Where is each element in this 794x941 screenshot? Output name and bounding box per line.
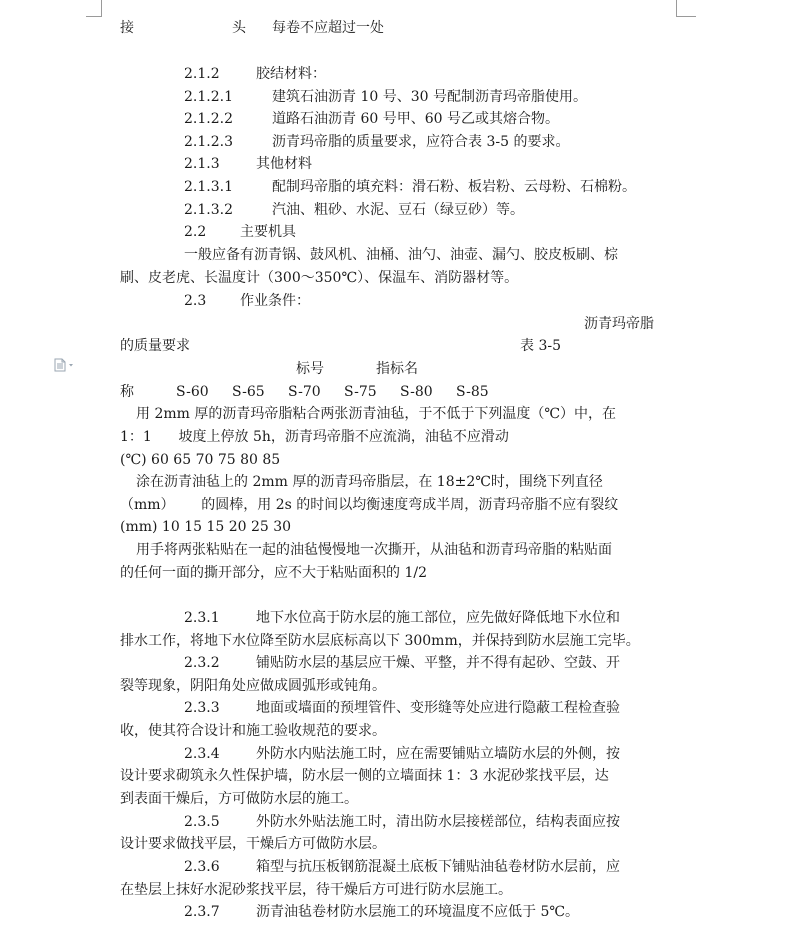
clause-number: 2.1.3.1	[184, 179, 233, 195]
clause-number: 2.1.2.3	[184, 134, 233, 150]
clause-number: 2.3.1	[184, 610, 220, 626]
clause-text: 地面或墙面的预埋管件、变形缝等处应进行隐蔽工程检查验	[256, 700, 620, 716]
crop-mark	[676, 16, 696, 17]
crop-mark	[676, 0, 677, 16]
clause-number: 2.1.3.2	[184, 202, 233, 218]
clause-number: 2.3.4	[184, 746, 220, 762]
clause-text: 箱型与抗压板钢筋混凝土底板下铺贴油毡卷材防水层前，应	[256, 859, 620, 875]
clause-number: 2.3.2	[184, 655, 220, 671]
clause-text: 道路石油沥青 60 号甲、60 号乙或其熔合物。	[272, 111, 559, 127]
clause-text: 汽油、粗砂、水泥、豆石（绿豆砂）等。	[272, 202, 524, 218]
table-title: 的质量要求	[120, 338, 190, 354]
table-cell-text: (mm) 10 15 15 20 25 30	[120, 519, 292, 535]
table-cell-text: （mm） 的圆棒，用 2s 的时间以均衡速度弯成半周，沥青玛帝脂不应有裂纹	[120, 497, 619, 513]
clause-text: 外防水外贴法施工时，清出防水层接槎部位，结构表面应按	[256, 814, 620, 830]
clause-text: 裂等现象，阴阳角处应做成圆弧形或钝角。	[120, 678, 386, 694]
table-cell-text: 涂在沥青油毡上的 2mm 厚的沥青玛帝脂层，在 18±2℃时，围绕下列直径	[136, 474, 603, 490]
table-grade: S-80	[400, 384, 433, 400]
clause-text: 铺贴防水层的基层应干燥、平整，并不得有起砂、空鼓、开	[256, 655, 620, 671]
section-heading: 主要机具	[240, 224, 296, 240]
table-grade: S-70	[288, 384, 321, 400]
clause-text: 到表面干燥后，方可做防水层的施工。	[120, 791, 358, 807]
section-heading: 作业条件：	[240, 293, 310, 309]
clause-text: 设计要求砌筑永久性保护墙，防水层一侧的立墙面抹 1：3 水泥砂浆找平层，达	[120, 768, 609, 784]
clause-text: 建筑石油沥青 10 号、30 号配制沥青玛帝脂使用。	[272, 89, 587, 105]
header-joint: 接	[120, 20, 134, 36]
crop-mark	[101, 0, 102, 16]
section-number: 2.2	[184, 224, 207, 240]
document-icon[interactable]	[54, 358, 76, 372]
table-grade: S-75	[344, 384, 377, 400]
section-number: 2.3	[184, 293, 207, 309]
header-rule: 每卷不应超过一处	[272, 20, 384, 36]
table-cell-text: 用手将两张粘贴在一起的油毡慢慢地一次撕开，从油毡和沥青玛帝脂的粘贴面	[136, 542, 612, 558]
header-head: 头	[232, 20, 246, 36]
clause-text: 配制玛帝脂的填充料：滑石粉、板岩粉、云母粉、石棉粉。	[272, 179, 636, 195]
clause-text: 沥青油毡卷材防水层施工的环境温度不应低于 5℃。	[256, 904, 580, 920]
table-title: 沥青玛帝脂	[584, 316, 654, 332]
table-cell-text: 1：1 坡度上停放 5h，沥青玛帝脂不应流淌，油毡不应滑动	[120, 429, 509, 445]
clause-number: 2.1.2.1	[184, 89, 233, 105]
crop-mark	[86, 16, 102, 17]
table-grade: S-60	[176, 384, 209, 400]
table-header: 指标名	[376, 361, 418, 377]
table-number: 表 3-5	[520, 338, 561, 354]
clause-number: 2.3.7	[184, 904, 220, 920]
clause-text: 外防水内贴法施工时，应在需要铺贴立墙防水层的外侧，按	[256, 746, 620, 762]
table-header: 标号	[296, 361, 324, 377]
clause-text: 设计要求做找平层，干燥后方可做防水层。	[120, 836, 386, 852]
body-text: 刷、皮老虎、长温度计（300～350℃）、保温车、消防器材等。	[120, 270, 519, 286]
section-heading: 其他材料	[256, 156, 312, 172]
table-grade: S-65	[232, 384, 265, 400]
section-number: 2.1.3	[184, 156, 220, 172]
clause-number: 2.1.2.2	[184, 111, 233, 127]
table-header: 称	[120, 384, 134, 400]
table-cell-text: 用 2mm 厚的沥青玛帝脂粘合两张沥青油毡，于不低于下列温度（℃）中，在	[136, 406, 617, 422]
table-cell-text: (℃) 60 65 70 75 80 85	[120, 452, 281, 468]
clause-text: 收，使其符合设计和施工验收规范的要求。	[120, 723, 386, 739]
clause-text: 地下水位高于防水层的施工部位，应先做好降低地下水位和	[256, 610, 620, 626]
clause-number: 2.3.5	[184, 814, 220, 830]
section-number: 2.1.2	[184, 66, 220, 82]
table-cell-text: 的任何一面的撕开部分，应不大于粘贴面积的 1/2	[120, 565, 427, 581]
clause-text: 沥青玛帝脂的质量要求，应符合表 3-5 的要求。	[272, 134, 570, 150]
table-grade: S-85	[456, 384, 489, 400]
clause-number: 2.3.3	[184, 700, 220, 716]
clause-number: 2.3.6	[184, 859, 220, 875]
clause-text: 排水工作，将地下水位降至防水层底标高以下 300mm，并保持到防水层施工完毕。	[120, 633, 640, 649]
section-heading: 胶结材料：	[256, 66, 326, 82]
body-text: 一般应备有沥青锅、鼓风机、油桶、油勺、油壶、漏勺、胶皮板刷、棕	[184, 247, 618, 263]
clause-text: 在垫层上抹好水泥砂浆找平层，待干燥后方可进行防水层施工。	[120, 882, 512, 898]
